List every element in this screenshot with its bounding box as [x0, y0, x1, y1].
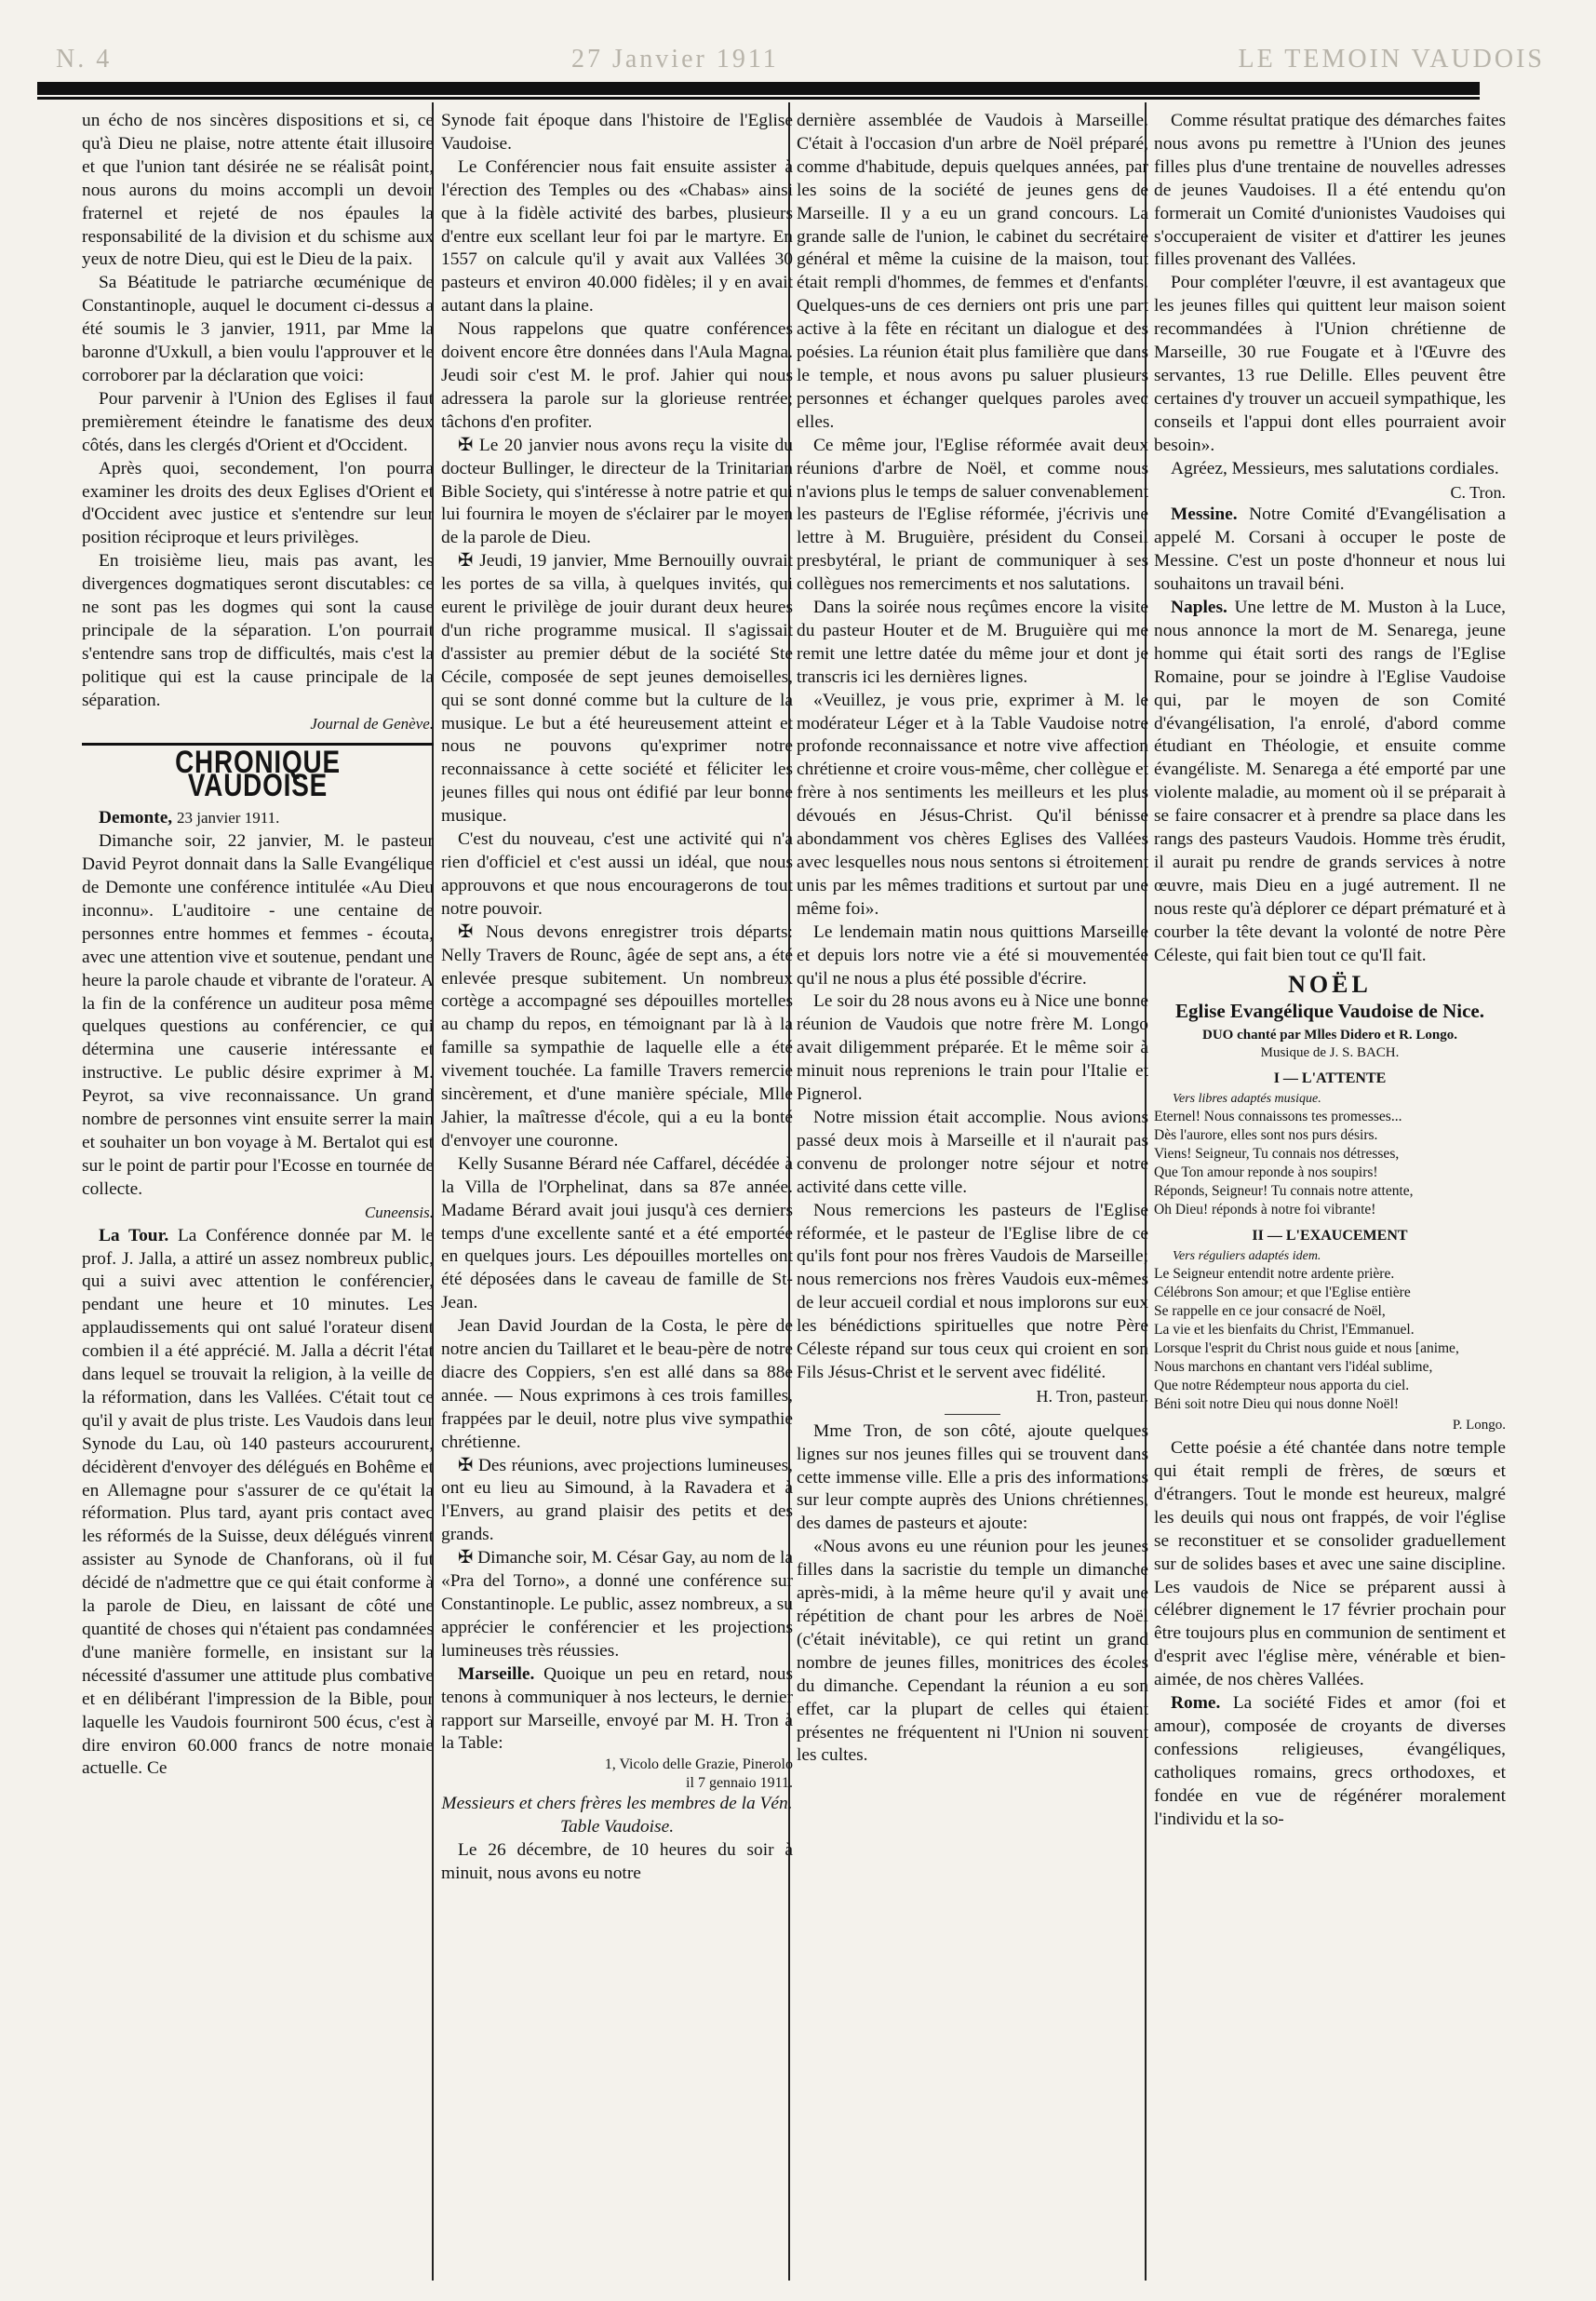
author-signature: Cuneensis.: [364, 1203, 434, 1221]
header-number: N. 4: [56, 45, 113, 74]
paragraph: C'est du nouveau, c'est une activité qui n'a rien d'officiel et c'est aussi un idéal, que nous approuvons et que nous encouragerons de tout notre pouvoir.: [441, 829, 793, 919]
letter-signature: H. Tron, pasteur.: [1036, 1386, 1148, 1406]
poem-line: Oh Dieu! réponds à notre foi vibrante!: [1154, 1202, 1376, 1218]
paragraph: ✠ Le 20 janvier nous avons reçu la visite du docteur Bullinger, le directeur de la Trinitarian Bible Society, qui s'intéresse à notre patrie et qui lui fournira le moyen de s'éclairer par le moyen de la parole de Dieu.: [441, 435, 793, 548]
news-text: Une lettre de M. Muston à la Luce, nous annonce la mort de M. Senarega, jeune homme qui était sorti des rangs de l'Eglise Romaine, pour se joindre à l'Eglise Vaudoise qui, par le moyen de son Comité d'évangélisation, l'a enrolé, d'abord comme étudiant en Théologie, et ensuite comme évangéliste. M. Senarega a été emporté par une violente maladie, au moment où il se préparait à se faire consacrer et à prendre sa place dans les rangs des pasteurs Vaudois. Homme très érudit, il aurait pu rendre de grands services à notre œuvre, mais Dieu en a jugé autrement. Il ne nous reste qu'à déplorer ce départ prématuré et à courber la tête devant la volonté de notre Père Céleste, qui fait bien tout ce qu'Il fait.: [1154, 598, 1506, 965]
source-signature: Journal de Genève.: [310, 714, 434, 733]
noel-church: Eglise Evangélique Vaudoise de Nice.: [1175, 1000, 1484, 1023]
poem-signature: P. Longo.: [1452, 1418, 1506, 1433]
paragraph: ✠ Jeudi, 19 janvier, Mme Bernouilly ouvrait les portes de sa villa, à quelques invités, qui eurent le privilège de jouir durant deux heures d'un riche programme musical. Il s'agissait d'assister au premier début de la société Ste Cécile, composée de sept jeunes demoiselles, qui se sont donné comme but la culture de la musique. Le but a été heureusement atteint et nous ne pouvons qu'exprimer notre reconnaissance à cette société et féliciter les jeunes filles qui nous ont édifié par leur bonne musique.: [441, 551, 793, 827]
poem-note: Vers réguliers adaptés idem.: [1173, 1249, 1321, 1264]
column-3: [797, 110, 1148, 2288]
header-title: LE TEMOIN VAUDOIS: [1238, 45, 1545, 74]
place-name: La Tour.: [99, 1225, 169, 1245]
paragraph: ✠ Nous devons enregistrer trois départs: Nelly Travers de Rounc, âgée de sept ans, a été enlevée presque subitement. Un nombreux cortège a accompagné ses dépouilles mortelles au champ du repos, en témoignant par là à la famille sa sympathie de laquelle elle a été vivement touchée. La famille Travers remercie sincèrement, et d'une manière spéciale, Mlle Jahier, la maîtresse d'école, qui a eu la bonté d'envoyer une couronne.: [441, 922, 793, 1150]
news-item-latour: [82, 1225, 434, 1782]
poem-line: Réponds, Seigneur! Tu connais notre attente,: [1154, 1183, 1414, 1200]
poem-line: Viens! Seigneur, Tu connais nos détresses,: [1154, 1146, 1400, 1163]
paragraph: Pour parvenir à l'Union des Eglises il faut premièrement éteindre le fanatisme des deux côtés, dans les clergés d'Orient et d'Occident.: [82, 388, 434, 455]
paragraph: Après quoi, secondement, l'on pourra examiner les droits des deux Eglises d'Orient et d'Occident avec justice et s'entendre sur leur position réciproque et leurs privilèges.: [82, 458, 434, 548]
paragraph: Mme Tron, de son côté, ajoute quelques lignes sur nos jeunes filles qui se trouvent dans cette immense ville. Elle a pris des informations sur leur compte auprès des Unions chrétiennes, des dames de pasteurs et ajoute:: [797, 1420, 1148, 1534]
news-item-marseille: [441, 1663, 793, 1756]
place-name: Rome.: [1171, 1693, 1221, 1714]
poem-part-title: II — L'EXAUCEMENT: [1252, 1228, 1408, 1245]
place-name: Demonte,: [99, 808, 173, 828]
poem-line: Le Seigneur entendit notre ardente prière.: [1154, 1266, 1395, 1283]
place-name: Marseille.: [458, 1663, 535, 1684]
header-rule-thin: [37, 97, 1480, 100]
separator: [945, 1414, 1000, 1415]
paragraph: En troisième lieu, mais pas avant, les divergences dogmatiques seront discutables: ce ne sont pas les dogmes qui sont la cause principale de la séparation. L'on pourrait s'entendre sans trop de difficultés, mais c'est la politique qui est la cause principale de la séparation.: [82, 551, 434, 710]
poem-line: Eternel! Nous connaissons tes promesses...: [1154, 1109, 1402, 1125]
column-1: [82, 110, 434, 2288]
noel-music: Musique de J. S. BACH.: [1260, 1045, 1400, 1061]
paragraph: ✠ Des réunions, avec projections lumineuses, ont eu lieu au Simound, à la Ravadera et à l'Envers, au grand plaisir des petits et des grands.: [441, 1455, 793, 1545]
poem-line: Célébrons Son amour; et que l'Eglise entière: [1154, 1285, 1411, 1301]
paragraph: dernière assemblée de Vaudois à Marseille. C'était à l'occasion d'un arbre de Noël préparé, comme d'habitude, depuis quelques années, par les soins de la société de jeunes gens de Marseille. Il y a eu un grand concours. La grande salle de l'union, le cabinet du secrétaire général et même la cuisine de la maison, tout était rempli d'hommes, de femmes et d'enfants. Quelques-uns de ces derniers ont pris une part active à la fête en récitant un dialogue et des poésies. La réunion était plus familière que dans le temple, et nous avons pu saluer plusieurs personnes et échanger quelques paroles avec elles.: [797, 111, 1148, 432]
news-text: Quoique un peu en retard, nous tenons à communiquer à nos lecteurs, le dernier rapport sur Marseille, envoyé par M. H. Tron à la Table:: [441, 1663, 793, 1754]
paragraph: Le lendemain matin nous quittions Marseille et depuis lors notre vie a été si mouvementée qu'il ne nous a plus été possible d'écrire.: [797, 922, 1148, 989]
paragraph: Le Conférencier nous fait ensuite assister à l'érection des Temples ou des «Chabas» ainsi que à la fidèle activité des barbes, plusieurs d'entre eux scellant leur foi par le martyre. En 1557 on calcule qu'il y avait aux Vallées 30 pasteurs et environ 40.000 fidèles; il y en avait autant dans la plaine.: [441, 156, 793, 316]
paragraph: Nous rappelons que quatre conférences doivent encore être données dans l'Aula Magna. Jeudi soir c'est M. le prof. Jahier qui nous adressera la parole sur la glorieuse rentrée; tâchons d'en profiter.: [441, 319, 793, 432]
news-item-messine: [1154, 504, 1506, 597]
paragraph: Dans la soirée nous reçûmes encore la visite du pasteur Houter et de M. Bruguière qui me remit une lettre datée du même jour et dont je transcris ici les dernières lignes.: [797, 598, 1148, 687]
news-text: Notre Comité d'Evangélisation a appelé M. Corsani à occuper le poste de Messine. C'est un poste d'honneur et nous lui souhaitons un travail béni.: [1154, 505, 1506, 595]
paragraph: Dimanche soir, 22 janvier, M. le pasteur David Peyrot donnait dans la Salle Evangélique de Demonte une conférence intitulée «Au Dieu inconnu». L'auditoire - une centaine de personnes entre hommes et femmes - écouta, avec une attention vive et soutenue, pendant une heure la parole chaude et vibrante de l'orateur. A la fin de la conférence un auditeur posa même quelques questions au conférencier, ce qui détermina une causerie intéressante et instructive. Le public désire exprimer à M. Peyrot, sa vive reconnaissance. Un grand nombre de personnes vint ensuite serrer la main et souhaiter un bon voyage à M. Bertalot qui est sur le point de partir pour l'Ecosse en tournée de collecte.: [82, 831, 434, 1199]
header-rule: [37, 82, 1480, 95]
news-text: La société Fides et amor (foi et amour), composée de croyants de diverses confessions religieuses, évangéliques, catholiques romains, grecs orthodoxes, et fondée en vue de régénérer moralement l'individu et la so-: [1154, 1693, 1506, 1829]
poem-part-title: I — L'ATTENTE: [1273, 1070, 1387, 1087]
poem-line: Que notre Rédempteur nous apporta du ciel.: [1154, 1378, 1410, 1394]
paragraph: un écho de nos sincères dispositions et si, ce qu'à Dieu ne plaise, notre attente était illusoire et que l'union tant désirée ne se réalisât point, nous aurons du moins accompli un devoir fraternel et rejeté de nos épaules la responsabilité de la division et du schisme aux yeux de notre Dieu, qui est le Dieu de la paix.: [82, 111, 434, 270]
paragraph: ✠ Dimanche soir, M. César Gay, au nom de la «Pra del Torno», a donné une conférence sur Constantinople. Le public, assez nombreux, a su apprécier le conférencier et les projections lumineuses très réussies.: [441, 1548, 793, 1661]
column-4: [1154, 110, 1506, 2288]
letter-address: 1, Vicolo delle Grazie, Pinerolo: [604, 1756, 793, 1773]
column-2: [441, 110, 793, 2288]
noel-duo: DUO chanté par Mlles Didero et R. Longo.: [1201, 1028, 1457, 1043]
paragraph: Le soir du 28 nous avons eu à Nice une bonne réunion de Vaudois que notre frère M. Longo avait diligemment préparée. Et le même soir à minuit nous reprenions le train pour l'Italie et Pignerol.: [797, 991, 1148, 1105]
paragraph: Comme résultat pratique des démarches faites nous avons pu remettre à l'Union des jeunes filles plus d'une trentaine de nouvelles adresses de jeunes Vaudoises. Il a été entendu qu'on formerait un Comité d'unionistes Vaudoises qui s'occuperaient de visiter et d'attirer les jeunes filles provenant des Vallées.: [1154, 111, 1506, 270]
poem-line: Nous marchons en chantant vers l'idéal sublime,: [1154, 1359, 1433, 1376]
paragraph: Cette poésie a été chantée dans notre temple qui était rempli de frères, de sœurs et d'étrangers. Tout le monde est heureux, malgré les deuils qui nous ont frappés, de voir l'église se reconstituer et se consolider graduellement sur de solides bases et avec une saine discipline. Les vaudois de Nice se préparent aussi à célébrer dignement le 17 février prochain pour être toujours plus en communion de sentiment et d'esprit avec l'église mère, vénérable et bien-aimée, de nos chères Vallées.: [1154, 1438, 1506, 1690]
paragraph: Jean David Jourdan de la Costa, le père de notre ancien du Taillaret et le beau-père de notre diacre des Coppiers, s'en est allé dans sa 88e année. — Nous exprimons à ces trois familles, frappées par le deuil, notre plus vive sympathie chrétienne.: [441, 1316, 793, 1452]
paragraph: Le 26 décembre, de 10 heures du soir à minuit, nous avons eu notre: [441, 1840, 793, 1884]
poem-line: Se rappelle en ce jour consacré de Noël,: [1154, 1303, 1386, 1320]
place-name: Messine.: [1171, 505, 1238, 525]
paragraph: Pour compléter l'œuvre, il est avantageux que les jeunes filles qui quittent leur maison soient recommandées à l'Union chrétienne de Marseille, 30 rue Fougate et à l'Œuvre des servantes, 13 rue Delille. Elles peuvent être certaines d'y trouver un accueil sympathique, les conseils et l'appui dont elles pourraient avoir besoin».: [1154, 273, 1506, 455]
paragraph: Ce même jour, l'Eglise réformée avait deux réunions d'arbre de Noël, et comme nous n'avions plus le temps de saluer convenablement les pasteurs de l'Eglise réformée, j'écrivis une lettre à M. Bruguière, président du Conseil presbytéral, le priant de communiquer à ses collègues nos remerciments et nos salutations.: [797, 435, 1148, 595]
news-item-rome: [1154, 1692, 1506, 1831]
news-item-demonte: [82, 807, 434, 830]
news-text: La Conférence donnée par M. le prof. J. Jalla, a attiré un assez nombreux public, qui a suivi avec attention le conférencier, pendant une heure et 10 minutes. Les applaudissements qui ont salué l'orateur disent combien il a été apprécié. M. Jalla a décrit l'état dans lequel se trouvait la religion, à la veille de la réformation, dans les Vallées. C'était tout ce qu'il y avait de plus triste. Les Vaudois dans leur Synode du Lau, où 140 pasteurs accoururent, décidèrent d'envoyer des délégués en Bohême et en Allemagne pour s'assurer de ce qu'était la réformation. Plus tard, ayant pris contact avec les réformés de la Suisse, deux délégués vinrent assister au Synode de Chanforans, où il fut décidé de n'admettre que ce qui était conforme à la parole de Dieu, en laissant de côté une quantité de choses qui n'étaient pas condamnées d'une manière formelle, en insistant sur la nécessité d'assumer une attitude plus combative et en délibérant l'impression de la Bible, pour laquelle les Vaudois fourniront 500 écus, c'est à dire environ 60.000 francs de notre monaie actuelle. Ce: [82, 1225, 434, 1779]
section-title: CHRONIQUE VAUDOISE: [175, 745, 341, 804]
news-date: 23 janvier 1911.: [177, 809, 280, 828]
paragraph: Sa Béatitude le patriarche œcuménique de Constantinople, auquel le document ci-dessus a été soumis le 3 janvier, 1911, par Mme la baronne d'Uxkull, a bien voulu l'approuver et le corroborer par la déclaration que voici:: [82, 273, 434, 385]
poem-line: Béni soit notre Dieu qui nous donne Noël!: [1154, 1396, 1400, 1413]
poem-line: La vie et les bienfaits du Christ, l'Emmanuel.: [1154, 1322, 1415, 1339]
letter-date: il 7 gennaio 1911.: [686, 1775, 793, 1792]
paragraph: Kelly Susanne Bérard née Caffarel, décédée à la Villa de l'Orphelinat, dans sa 87e année. Madame Bérard avait joui jusqu'à ces derniers temps d'une excellente santé et a été emportée en quelques jours. Les dépouilles mortelles ont été déposées dans le caveau de famille de St-Jean.: [441, 1153, 793, 1313]
paragraph: Nous remercions les pasteurs de l'Eglise réformée, et le pasteur de l'Eglise libre de ce qu'ils font pour nos frères Vaudois de Marseille; nous remercions nos frères Vaudois eux-mêmes de leur accueil cordial et nous implorons sur eux les bénédictions spirituelles que notre Père Céleste répand sur tous ceux qui croient en son Fils Jésus-Christ et le servent avec fidélité.: [797, 1200, 1148, 1382]
poem-line: Dès l'aurore, elles sont nos purs désirs.: [1154, 1127, 1378, 1144]
poem-line: Que Ton amour reponde à nos soupirs!: [1154, 1164, 1378, 1181]
poem-line: Lorsque l'esprit du Christ nous guide et nous [anime,: [1154, 1340, 1459, 1357]
letter-signature: C. Tron.: [1450, 482, 1506, 502]
news-item-naples: [1154, 597, 1506, 968]
noel-title: NOËL: [1288, 970, 1372, 998]
header-date: 27 Janvier 1911: [570, 45, 779, 74]
paragraph: Agréez, Messieurs, mes salutations cordiales.: [1171, 458, 1499, 478]
paragraph: Notre mission était accomplie. Nous avions passé deux mois à Marseille et il n'aurait pas convenu de prolonger notre séjour et notre activité dans cette ville.: [797, 1107, 1148, 1197]
page-header: [56, 45, 1545, 74]
paragraph: «Nous avons eu une réunion pour les jeunes filles dans la sacristie du temple un dimanche après-midi, à la même heure qu'il y avait une répétition de chant pour les arbres de Noël (c'était inévitable), ce qui retint un grand nombre de jeunes filles, monitrices des écoles du dimanche. Cependant la réunion a eu son effet, car la plupart de celles qui étaient présentes ne fréquentent ni l'Union ni souvent les cultes.: [797, 1537, 1148, 1766]
poem-note: Vers libres adaptés musique.: [1173, 1092, 1321, 1107]
paragraph: «Veuillez, je vous prie, exprimer à M. le modérateur Léger et à la Table Vaudoise notre profonde reconnaissance et notre vive affection chrétienne et croire vous-même, cher collègue et frère à nos sentiments les meilleurs et les plus dévoués en Jésus-Christ. Qu'il bénisse abondamment vos chères Eglises des Vallées avec lesquelles nous nous sentons si étroitement unis par les mêmes traditions et surtout par une même foi».: [797, 690, 1148, 919]
place-name: Naples.: [1171, 598, 1227, 618]
letter-salutation: Messieurs et chers frères les membres de la Vén. Table Vaudoise.: [441, 1794, 793, 1837]
paragraph: Synode fait époque dans l'histoire de l'Eglise Vaudoise.: [441, 111, 793, 154]
